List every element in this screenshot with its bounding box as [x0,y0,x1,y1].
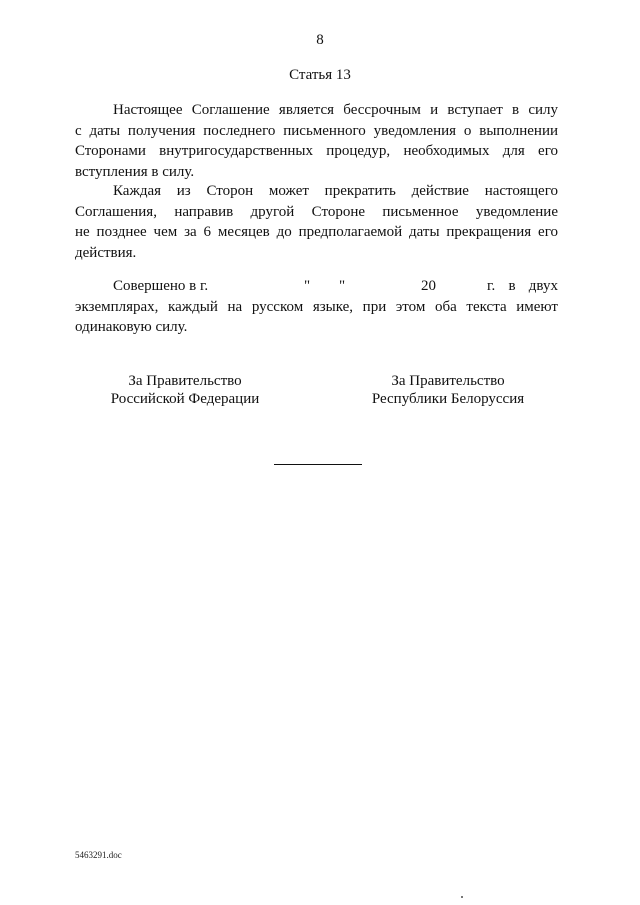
paragraph-effective-date [75,100,558,182]
done-clause [75,276,558,338]
signatory-russia [95,372,275,408]
page-number: 8 [316,32,324,48]
done-clause-tail: г. в двух [487,278,558,294]
done-clause-line [75,276,558,297]
paragraph-line: Настоящее Соглашение является бессрочным и вступает в силу [113,102,558,118]
signatory-country: Республики Белоруссия [371,391,525,407]
signatory-label: За Правительство [128,373,242,389]
paragraph-line: не позднее чем за 6 месяцев до предполагаемой даты прекращения его [75,224,558,240]
paragraph-line: с даты получения последнего письменного уведомления о выполнении [75,122,558,139]
scan-speck [461,896,463,898]
done-clause-line: одинаковую силу. [75,319,188,335]
paragraph-line: Сторонами внутригосударственных процедур, необходимых для его [75,143,558,159]
year-prefix: 20 [421,278,436,294]
paragraph-termination [75,181,558,263]
date-quote-close: " [339,278,346,294]
paragraph-line: Соглашения, направив другой Стороне письменное уведомление [75,203,558,220]
paragraph-line: действия. [75,244,137,261]
closing-rule [274,464,362,465]
document-file-id: 5463291.doc [75,850,122,860]
signatory-belarus [358,372,538,408]
paragraph-line: Каждая из Сторон может прекратить действие настоящего [113,183,558,199]
signatory-label: За Правительство [391,373,505,389]
signatory-country: Российской Федерации [110,391,260,407]
done-place-label: Совершено в г. [113,278,209,294]
date-quote-open: " [304,278,311,294]
article-heading: Статья 13 [289,67,351,83]
done-clause-line: экземплярах, каждый на русском языке, при этом оба текста имеют [75,298,558,315]
paragraph-line: вступления в силу. [75,163,195,180]
